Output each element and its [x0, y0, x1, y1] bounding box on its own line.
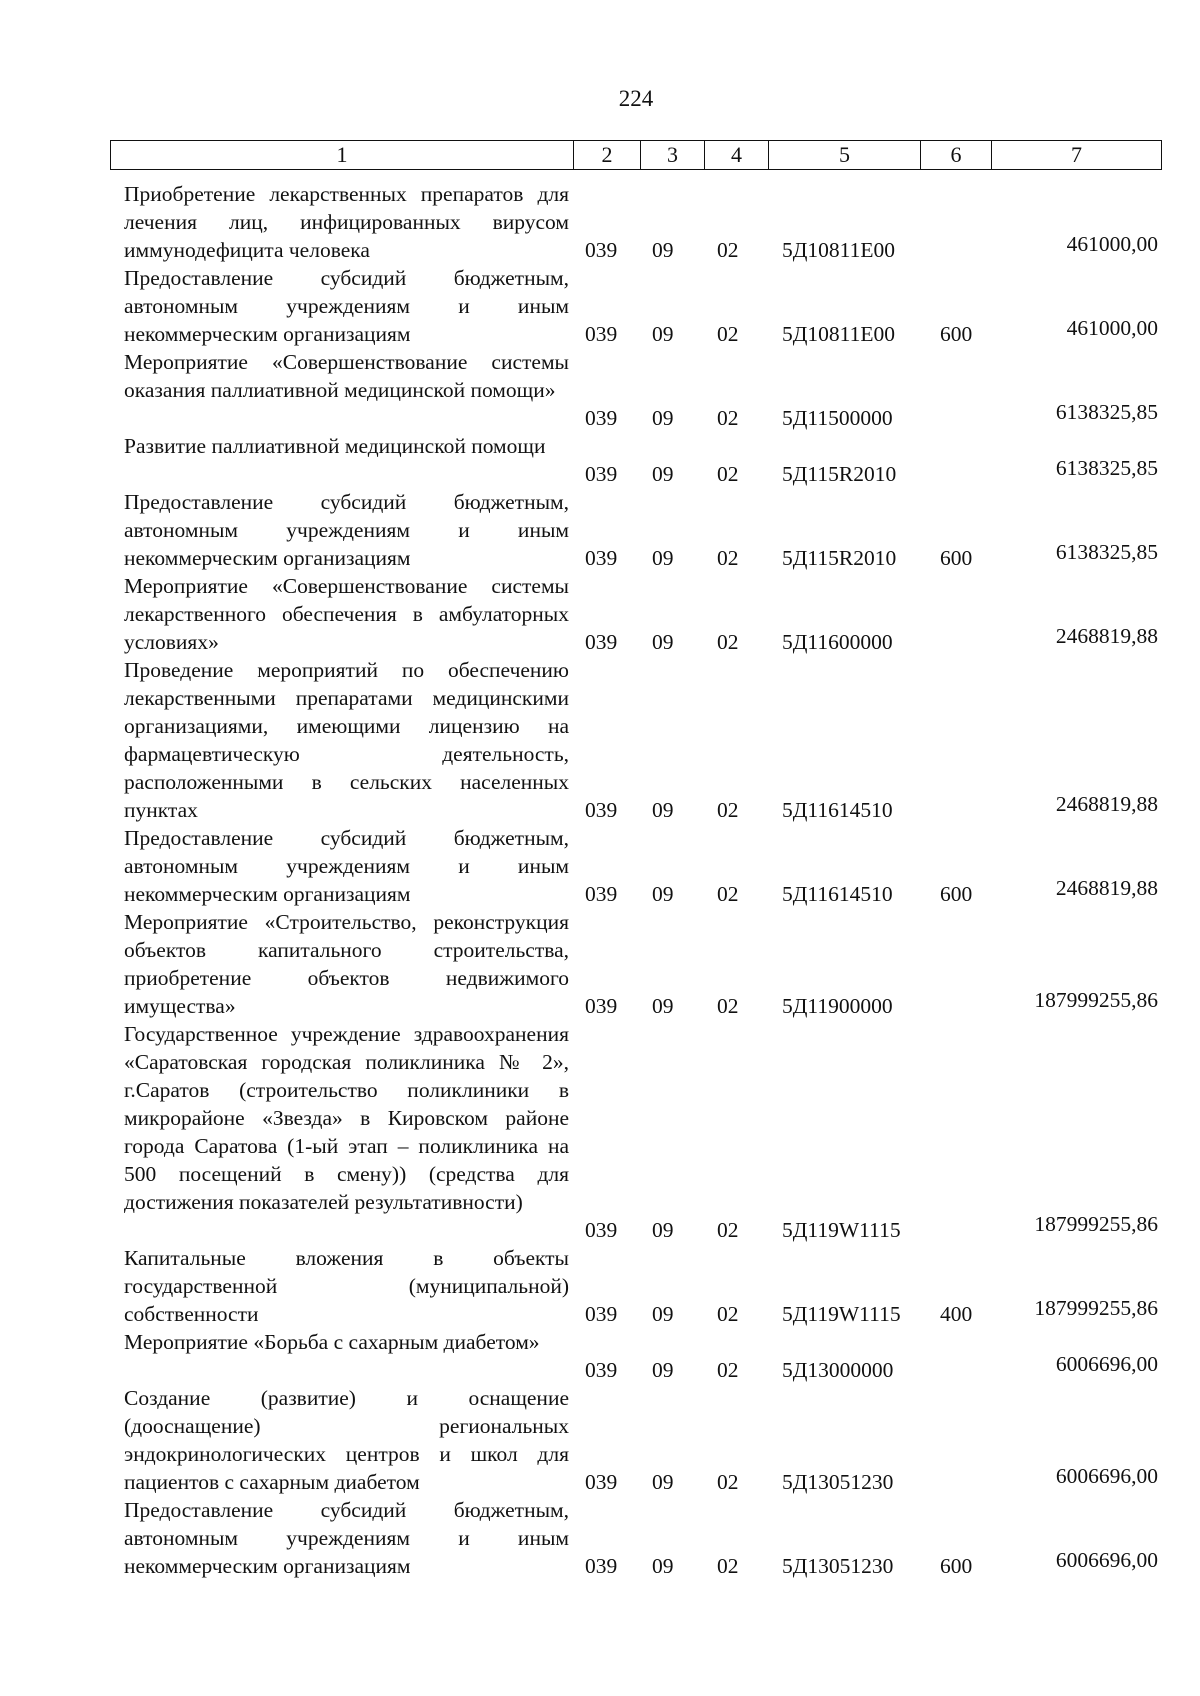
row-code-3: 09	[652, 238, 674, 262]
row-code-4: 02	[717, 994, 739, 1018]
row-code-4: 02	[717, 630, 739, 654]
row-code-4: 02	[717, 1554, 739, 1578]
row-code-6: 600	[940, 322, 973, 346]
row-amount: 461000,00	[1066, 232, 1158, 256]
row-code-3: 09	[652, 994, 674, 1018]
row-code-3: 09	[652, 1358, 674, 1382]
row-code-5: 5Д11500000	[782, 406, 893, 430]
row-code-3: 09	[652, 1218, 674, 1242]
row-name: Предоставление субсидий бюджетным, автономным учреждениям и иным некоммерческим организациям	[124, 1498, 569, 1578]
row-code-4: 02	[717, 1302, 739, 1326]
row-amount: 6138325,85	[1055, 456, 1158, 480]
row-code-2: 039	[585, 630, 618, 654]
table-row	[0, 1020, 1200, 1244]
row-code-4: 02	[717, 462, 739, 486]
row-code-4: 02	[717, 798, 739, 822]
row-code-4: 02	[717, 1358, 739, 1382]
row-code-2: 039	[585, 994, 618, 1018]
table-row	[0, 824, 1200, 908]
row-code-5: 5Д11614510	[782, 882, 893, 906]
row-amount: 6006696,00	[1055, 1464, 1158, 1488]
header-col-1: 1	[336, 142, 348, 167]
row-name: Капитальные вложения в объекты государственной (муниципальной) собственности	[124, 1246, 569, 1326]
row-code-3: 09	[652, 1470, 674, 1494]
row-code-2: 039	[585, 1470, 618, 1494]
row-code-2: 039	[585, 546, 618, 570]
row-name: Мероприятие «Строительство, реконструкция объектов капитального строительства, приобретение объектов недвижимого имущества»	[124, 910, 569, 1018]
row-code-4: 02	[717, 238, 739, 262]
page-number: 224	[618, 86, 654, 111]
row-code-6: 600	[940, 1554, 973, 1578]
row-name: Предоставление субсидий бюджетным, автономным учреждениям и иным некоммерческим организациям	[124, 266, 569, 346]
row-code-2: 039	[585, 1218, 618, 1242]
row-code-4: 02	[717, 882, 739, 906]
row-code-2: 039	[585, 238, 618, 262]
row-code-3: 09	[652, 630, 674, 654]
row-code-5: 5Д119W1115	[782, 1302, 901, 1326]
row-code-4: 02	[717, 406, 739, 430]
row-name: Развитие паллиативной медицинской помощи	[124, 434, 546, 458]
row-amount: 187999255,86	[1034, 1212, 1158, 1236]
row-name: Мероприятие «Совершенствование системы лекарственного обеспечения в амбулаторных условиях»	[124, 574, 569, 654]
row-name: Создание (развитие) и оснащение (дооснащение) региональных эндокринологических центров и школ для пациентов с сахарным диабетом	[124, 1386, 569, 1494]
header-col-3: 3	[640, 141, 704, 169]
row-name: Предоставление субсидий бюджетным, автономным учреждениям и иным некоммерческим организациям	[124, 490, 569, 570]
row-code-5: 5Д115R2010	[782, 462, 897, 486]
row-code-4: 02	[717, 1218, 739, 1242]
table-row	[0, 1496, 1200, 1580]
row-code-6: 600	[940, 882, 973, 906]
row-name: Мероприятие «Борьба с сахарным диабетом»	[124, 1330, 540, 1354]
row-code-3: 09	[652, 462, 674, 486]
row-amount: 6138325,85	[1055, 400, 1158, 424]
header-col-5: 5	[768, 141, 920, 169]
row-code-4: 02	[717, 322, 739, 346]
row-code-2: 039	[585, 462, 618, 486]
table-row	[0, 348, 1200, 432]
row-code-3: 09	[652, 546, 674, 570]
row-code-2: 039	[585, 1554, 618, 1578]
row-code-5: 5Д13051230	[782, 1470, 894, 1494]
row-name: Приобретение лекарственных препаратов для лечения лиц, инфицированных вирусом иммунодефицита человека	[124, 182, 569, 262]
row-name: Предоставление субсидий бюджетным, автономным учреждениям и иным некоммерческим организациям	[124, 826, 569, 906]
row-code-6: 400	[940, 1302, 973, 1326]
table-row	[0, 1328, 1200, 1384]
row-amount: 2468819,88	[1055, 624, 1158, 648]
row-code-6: 600	[940, 546, 973, 570]
row-code-5: 5Д10811Е00	[782, 322, 896, 346]
row-code-5: 5Д11614510	[782, 798, 893, 822]
header-col-7: 7	[991, 141, 1161, 169]
header-col-4: 4	[704, 141, 768, 169]
row-name: Проведение мероприятий по обеспечению лекарственными препаратами медицинскими организациями, имеющими лицензию на фармацевтическую деятельность, расположенными в сельских населенных пунктах	[124, 658, 569, 822]
row-code-5: 5Д115R2010	[782, 546, 897, 570]
row-code-2: 039	[585, 406, 618, 430]
row-code-5: 5Д10811Е00	[782, 238, 896, 262]
row-amount: 2468819,88	[1055, 792, 1158, 816]
table-row	[0, 488, 1200, 572]
table-row	[0, 264, 1200, 348]
table-row	[0, 1384, 1200, 1496]
row-amount: 6006696,00	[1055, 1548, 1158, 1572]
row-code-5: 5Д13000000	[782, 1358, 894, 1382]
row-amount: 461000,00	[1066, 316, 1158, 340]
row-code-3: 09	[652, 406, 674, 430]
table-row	[0, 432, 1200, 488]
row-code-4: 02	[717, 546, 739, 570]
row-code-5: 5Д13051230	[782, 1554, 894, 1578]
table-row	[0, 908, 1200, 1020]
row-amount: 2468819,88	[1055, 876, 1158, 900]
header-col-6: 6	[920, 141, 991, 169]
row-code-5: 5Д119W1115	[782, 1218, 901, 1242]
row-code-3: 09	[652, 1554, 674, 1578]
table-header	[110, 140, 1162, 170]
row-amount: 6006696,00	[1055, 1352, 1158, 1376]
row-code-3: 09	[652, 1302, 674, 1326]
row-code-5: 5Д11600000	[782, 630, 893, 654]
row-code-3: 09	[652, 882, 674, 906]
table-row	[0, 180, 1200, 264]
row-code-5: 5Д11900000	[782, 994, 893, 1018]
table-row	[0, 572, 1200, 656]
row-amount: 187999255,86	[1034, 988, 1158, 1012]
row-code-2: 039	[585, 1302, 618, 1326]
row-code-4: 02	[717, 1470, 739, 1494]
row-amount: 187999255,86	[1034, 1296, 1158, 1320]
row-code-2: 039	[585, 1358, 618, 1382]
header-col-2: 2	[573, 141, 640, 169]
row-name: Мероприятие «Совершенствование системы оказания паллиативной медицинской помощи»	[124, 350, 569, 402]
row-amount: 6138325,85	[1055, 540, 1158, 564]
table-row	[0, 656, 1200, 824]
row-code-2: 039	[585, 322, 618, 346]
table-row	[0, 1244, 1200, 1328]
row-code-2: 039	[585, 882, 618, 906]
row-code-3: 09	[652, 798, 674, 822]
row-code-2: 039	[585, 798, 618, 822]
row-name: Государственное учреждение здравоохранения «Саратовская городская поликлиника № 2», г.Саратов (строительство поликлиники в микрорайоне «Звезда» в Кировском районе города Саратова (1-ый этап – поликлиника на 500 посещений в смену)) (средства для достижения показателей результативности)	[124, 1022, 569, 1214]
row-code-3: 09	[652, 322, 674, 346]
